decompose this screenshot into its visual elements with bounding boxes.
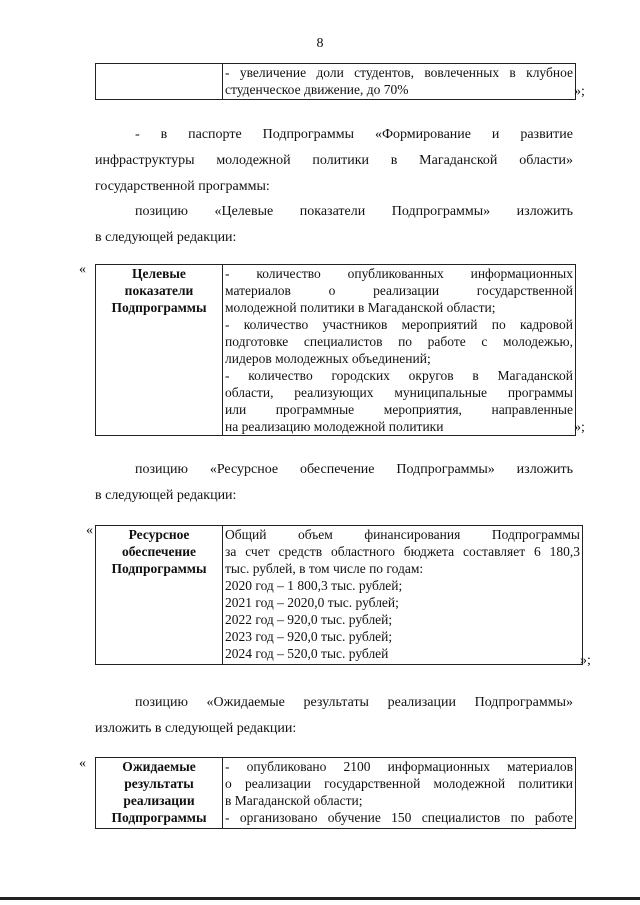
table-text-cell	[223, 526, 583, 665]
paragraph-line: в следующей редакции:	[95, 230, 237, 245]
target-indicators-table	[95, 264, 576, 436]
table-label-cell	[96, 526, 223, 665]
label-line: реализации	[123, 793, 195, 808]
table-label-cell	[96, 758, 223, 829]
table-line: за счет средств областного бюджета составляет 6 180,3	[225, 544, 580, 559]
label-line: Подпрограммы	[111, 300, 207, 315]
paragraph-line: в следующей редакции:	[95, 488, 237, 503]
table-line: лидеров молодежных объединений;	[225, 351, 431, 366]
page-number: 8	[316, 36, 324, 51]
label-line: Ожидаемые	[122, 759, 196, 774]
table-line: или программные мероприятия, направленные	[225, 402, 573, 417]
open-quote: «	[79, 262, 86, 277]
close-quote: »;	[580, 653, 591, 668]
paragraph-line: инфраструктуры молодежной политики в Магаданской области»	[95, 153, 573, 168]
top-table	[95, 63, 576, 100]
table-line: - опубликовано 2100 информационных материалов	[225, 759, 573, 774]
table-line: 2022 год – 920,0 тыс. рублей;	[225, 612, 393, 627]
label-line: обеспечение	[121, 544, 197, 559]
paragraph-line: - в паспорте Подпрограммы «Формирование и развитие	[135, 127, 573, 142]
table-text-cell	[223, 758, 576, 829]
top-table-label-cell	[96, 64, 223, 100]
label-line: Ресурсное	[128, 527, 190, 542]
table-line: о реализации государственной молодежной политики	[225, 776, 573, 791]
label-line: результаты	[124, 776, 194, 791]
label-line: показатели	[124, 283, 194, 298]
label-line: Целевые	[132, 266, 186, 281]
table-line: - увеличение доли студентов, вовлеченных в клубное	[225, 65, 573, 80]
table-line: - количество городских округов в Магаданской	[225, 368, 573, 383]
table-line: области, реализующих муниципальные программы	[225, 385, 573, 400]
table-line: - организовано обучение 150 специалистов по работе	[225, 810, 573, 825]
close-quote: »;	[574, 84, 585, 99]
table-line: 2020 год – 1 800,3 тыс. рублей;	[225, 578, 403, 593]
table-line: тыс. рублей, в том числе по годам:	[225, 561, 424, 576]
expected-results-table	[95, 757, 576, 829]
table-line: подготовке специалистов по работе с молодежью,	[225, 334, 573, 349]
table-line: 2021 год – 2020,0 тыс. рублей;	[225, 595, 399, 610]
paragraph-line: изложить в следующей редакции:	[95, 721, 297, 736]
open-quote: «	[86, 523, 93, 538]
table-line: молодежной политики в Магаданской области;	[225, 300, 496, 315]
table-line: 2023 год – 920,0 тыс. рублей;	[225, 629, 393, 644]
label-line: Подпрограммы	[111, 561, 207, 576]
table-line: 2024 год – 520,0 тыс. рублей	[225, 646, 389, 661]
table-line: на реализацию молодежной политики	[225, 419, 444, 434]
table-line: - количество участников мероприятий по кадровой	[225, 317, 573, 332]
paragraph-line: позицию «Целевые показатели Подпрограммы» изложить	[135, 204, 573, 219]
label-line: Подпрограммы	[111, 810, 207, 825]
table-line: материалов о реализации государственной	[225, 283, 573, 298]
table-line: - количество опубликованных информационных	[225, 266, 573, 281]
top-table-text-cell	[223, 64, 576, 100]
resource-table	[95, 525, 583, 665]
page-bottom-edge	[0, 897, 640, 900]
paragraph-line: государственной программы:	[95, 179, 270, 194]
open-quote: «	[79, 756, 86, 771]
table-label-cell	[96, 265, 223, 436]
close-quote: »;	[574, 420, 585, 435]
paragraph-line: позицию «Ресурсное обеспечение Подпрограммы» изложить	[135, 462, 573, 477]
table-line: студенческое движение, до 70%	[225, 82, 409, 97]
table-line: Общий объем финансирования Подпрограммы	[225, 527, 580, 542]
table-line: в Магаданской области;	[225, 793, 363, 808]
paragraph-line: позицию «Ожидаемые результаты реализации Подпрограммы»	[135, 695, 573, 710]
table-text-cell	[223, 265, 576, 436]
